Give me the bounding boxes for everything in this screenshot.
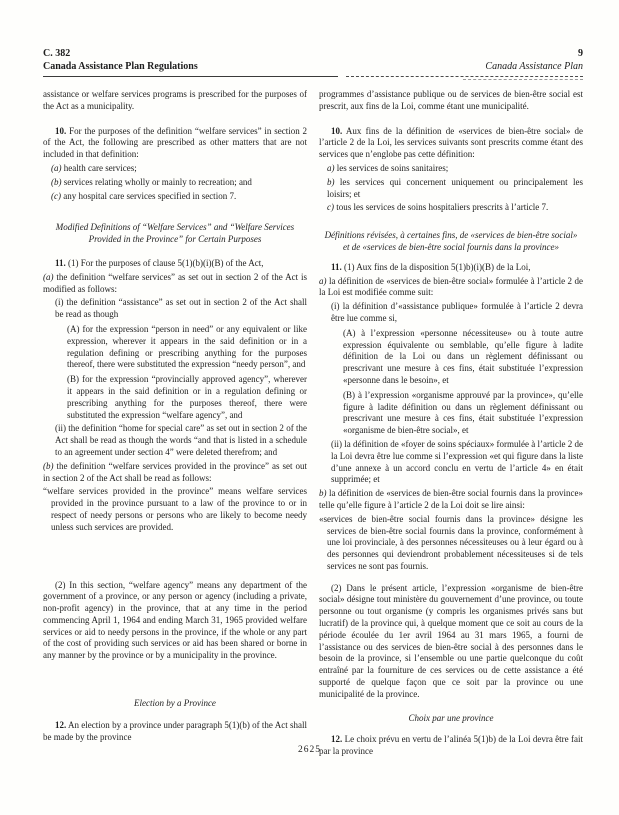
en-s11-para-a	[43, 272, 307, 296]
fr-heading-definitions-revisees: Définitions révisées, à certaines fins, de «services de bien-être social» et de «services de bien-être social fournis dans la province»	[324, 230, 578, 252]
en-s10-item-c-marker: (c)	[51, 190, 61, 201]
header-rule	[43, 76, 583, 78]
fr-s11-para-b	[319, 488, 583, 512]
fr-s11-para-b-marker: b)	[319, 488, 327, 499]
fr-section-12-number: 12.	[331, 734, 343, 745]
fr-s11-clause-ii-marker: (ii)	[331, 438, 342, 449]
en-section-11	[43, 258, 307, 270]
fr-section-12	[319, 734, 583, 758]
en-intro-paragraph: assistance or welfare services programs is prescribed for the purposes of the Act as a municipality.	[43, 89, 307, 111]
body-columns	[43, 89, 583, 758]
fr-s11-clause-i	[331, 301, 583, 325]
fr-s11-clause-i-text: la définition d’«assistance publique» formulée à l’article 2 devra être lue comme si,	[331, 301, 583, 323]
en-s11-para-b	[43, 461, 307, 485]
fr-s11-para-a-text: la définition de «services de bien-être social» formulée à l’article 2 de la Loi est modifiée comme suit:	[319, 275, 584, 298]
fr-s11-subsection-2: (2) Dans le présent article, l’expression «organisme de bien-être social» désigne tout ministère du gouvernement d’une province, ou toute personne ou tout organisme (y compris les organismes privés sans but lucratif) de la province qui, à quelque moment que ce soit au cours de la période écoulée du 1er avril 1964 au 31 mars 1965, a fourni de l’assistance ou des services de bien-être social à des personnes dans le besoin de la province, si l’ensemble ou une partie quelconque du coût entraîné par la fourniture de ces services ou de cette assistance a été supporté de quelque façon que ce soit par la province ou une municipalité de la province.	[319, 582, 583, 699]
en-section-12	[43, 720, 307, 744]
en-heading-modified-definitions: Modified Definitions of “Welfare Services” and “Welfare Services Provided in the Province” for Certain Purposes	[55, 222, 295, 245]
en-s10-item-a-marker: (a)	[51, 162, 62, 173]
regulation-title: Canada Assistance Plan Regulations	[43, 60, 198, 72]
en-s10-item-b	[51, 177, 307, 189]
en-s10-item-b-marker: (b)	[51, 176, 62, 187]
english-column	[43, 89, 307, 758]
fr-s10-item-c-marker: c)	[327, 202, 334, 213]
fr-s11-para-a	[319, 276, 583, 300]
en-s11-subsection-2: (2) In this section, “welfare agency” means any department of the government of a province, or any person or agency (including a private, non-profit agency) in the province, that at any time in the period commencing April 1, 1964 and ending March 31, 1965 provided welfare services or aid to needy persons in the province, if the whole or any part of the cost of providing such services or aid has been shared or borne in any manner by the province or by a municipality in the province.	[43, 579, 307, 661]
fr-s11-clause-ii-text: la définition de «foyer de soins spéciaux» formulée à l’article 2 de la Loi devra être lue comme si l’expression «et qui figure dans la liste d’une annexe à un accord conclu en vertu de l’article 4» en était supprimée; et	[331, 438, 583, 485]
fr-s10-item-b-text: les services qui concernent uniquement ou principalement les loisirs; et	[327, 176, 583, 199]
fr-s10-item-b	[327, 177, 583, 201]
en-s10-item-c-text: any hospital care services specified in section 7.	[63, 190, 237, 201]
chapter-number: C. 382	[43, 48, 71, 59]
en-heading-election: Election by a Province	[134, 698, 216, 709]
fr-s11-subclause-A-marker: (A)	[343, 327, 356, 338]
folio-page-number: 2625	[298, 745, 321, 755]
page-number-top: 9	[578, 48, 583, 59]
french-column	[319, 89, 583, 758]
fr-section-11-number: 11.	[331, 261, 342, 272]
header-rule-solid	[43, 76, 338, 78]
en-s11-clause-i-marker: (i)	[55, 297, 64, 308]
fr-s11-para-b-text: la définition de «services de bien-être social fournis dans la province» telle qu’elle figure à l’article 2 de la Loi doit se lire ainsi:	[319, 488, 583, 510]
en-s11-clause-ii-marker: (ii)	[55, 423, 66, 434]
en-section-10-number: 10.	[55, 125, 67, 136]
running-title: Canada Assistance Plan	[485, 60, 583, 72]
en-section-11-intro: (1) For the purposes of clause 5(1)(b)(i)(B) of the Act,	[68, 257, 264, 268]
fr-section-11-intro: (1) Aux fins de la disposition 5(1)b)(i)(B) de la Loi,	[344, 261, 531, 272]
fr-section-10	[319, 126, 583, 161]
fr-s11-para-a-marker: a)	[319, 275, 327, 286]
en-s11-subclause-A	[67, 324, 307, 371]
en-s11-para-b-text: the definition “welfare services provided in the province” as set out in section 2 of the Act shall be read as follows:	[43, 460, 307, 483]
en-s11-para-b-marker: (b)	[43, 460, 54, 471]
en-s10-item-b-text: services relating wholly or mainly to recreation; and	[63, 176, 252, 187]
fr-s10-item-a-marker: a)	[327, 162, 335, 173]
header-rule-dashed	[346, 76, 583, 78]
page-content	[43, 48, 583, 758]
fr-intro-paragraph: programmes d’assistance publique ou de services de bien-être social est prescrit, aux fins de la Loi, comme étant une municipalité.	[319, 89, 583, 111]
fr-section-10-text: Aux fins de la définition de «services de bien-être social» de l’article 2 de la Loi, les services suivants sont prescrits comme étant des services que n’englobe pas cette définition:	[319, 125, 583, 160]
fr-s10-item-a	[327, 163, 583, 175]
fr-s10-item-c-text: tous les services de soins hospitaliers prescrits à l’article 7.	[336, 202, 549, 213]
en-section-12-number: 12.	[55, 719, 67, 730]
en-s11-subclause-A-text: for the expression “person in need” or any equivalent or like expression, wherever it appears in the said definition or in a regulation defining or prescribing anything for the purposes thereof, there were substituted the expression “needy person”, and	[67, 323, 307, 370]
en-s10-item-a-text: health care services;	[63, 162, 137, 173]
en-s11-clause-i	[55, 297, 307, 321]
en-section-10	[43, 126, 307, 161]
fr-s10-item-c	[327, 202, 583, 214]
fr-s11-subclause-B-marker: (B)	[343, 389, 355, 400]
en-s11-clause-ii	[55, 423, 307, 458]
en-s11-clause-ii-text: the definition “home for special care” as set out in section 2 of the Act shall be read as though the words “and that is listed in a schedule to an agreement under section 4” were deleted therefrom; and	[55, 423, 307, 457]
header-left	[43, 48, 198, 73]
page-header	[43, 48, 583, 73]
en-s11-para-a-text: the definition “welfare services” as set out in section 2 of the Act is modified as follows:	[43, 271, 307, 294]
fr-s10-item-a-text: les services de soins sanitaires;	[336, 162, 449, 173]
en-section-12-text: An election by a province under paragraph 5(1)(b) of the Act shall be made by the province	[43, 719, 307, 742]
en-section-11-number: 11.	[55, 257, 66, 268]
en-s11-subclause-A-marker: (A)	[67, 323, 80, 334]
fr-section-11	[319, 262, 583, 274]
fr-s11-subclause-A	[343, 328, 583, 387]
en-s11-clause-i-text: the definition “assistance” as set out in section 2 of the Act shall be read as though	[55, 297, 307, 320]
en-section-10-text: For the purposes of the definition “welfare services” in section 2 of the Act, the following are prescribed as other matters that are not included in that definition:	[43, 125, 308, 160]
fr-section-10-number: 10.	[331, 125, 343, 136]
fr-s11-subclause-A-text: à l’expression «personne nécessiteuse» ou à toute autre expression équivalente ou semblable, qu’elle figure à ladite définition de la Loi ou dans un règlement définissant ou prescrivant une mesure à ces fins, était substituée l’expression «personne dans le besoin», et	[343, 327, 584, 385]
fr-s11-clause-i-marker: (i)	[331, 301, 340, 312]
header-rule-underline	[463, 79, 583, 80]
fr-heading-choix: Choix par une province	[408, 712, 494, 723]
en-s11-subclause-B	[67, 374, 307, 421]
fr-section-12-text: Le choix prévu en vertu de l’alinéa 5(1)b) de la Loi devra être fait par la province	[319, 734, 584, 757]
fr-s11-quoted-definition: «services de bien-être social fournis dans la province» désigne les services de bien-être social fournis dans la province, conformément à une loi provinciale, à des personnes nécessiteuses ou à leur égard ou à des personnes qui deviendront probablement nécessiteuses si de tels services ne sont pas fournis.	[319, 513, 583, 571]
en-s10-item-c	[51, 191, 307, 203]
fr-s11-clause-ii	[331, 439, 583, 486]
header-right	[485, 48, 583, 73]
en-s10-item-a	[51, 163, 307, 175]
en-s11-subclause-B-text: for the expression “provincially approved agency”, wherever it appears in the said definition or in a regulation defining or prescribing anything for the purposes thereof, there were substituted the expression “welfare agency”, and	[67, 374, 308, 420]
fr-s11-subclause-B-text: à l’expression «organisme approuvé par la province», qu’elle figure à ladite définition ou dans un règlement définissant ou prescrivant une mesure à ces fins, était substituée l’expression «organisme de bien-être social», et	[343, 389, 583, 436]
fr-s11-subclause-B	[343, 390, 583, 437]
en-s11-quoted-definition: “welfare services provided in the province” means welfare services provided in the province pursuant to a law of the province to or in respect of needy persons or persons who are likely to become needy unless such services are provided.	[43, 486, 307, 532]
en-s11-para-a-marker: (a)	[43, 271, 54, 282]
fr-s10-item-b-marker: b)	[327, 176, 335, 187]
en-s11-subclause-B-marker: (B)	[67, 374, 79, 385]
